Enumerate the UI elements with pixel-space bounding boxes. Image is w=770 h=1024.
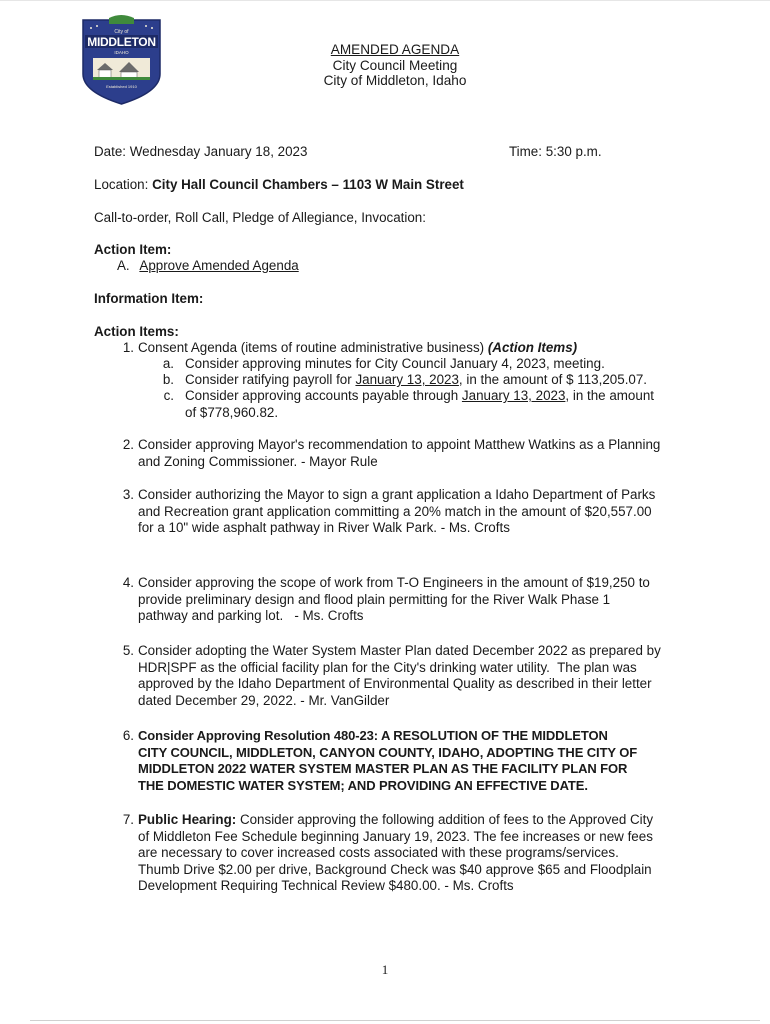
action-items-emphasis: (Action Items) [487,340,578,355]
page-edge [0,0,770,1]
meeting-date [94,144,307,161]
public-hearing-label: Public Hearing: [138,812,237,827]
meeting-location [94,177,464,194]
consent-item-a: a. Consider approving minutes for City Council January 4, 2023, meeting. [162,356,605,371]
meeting-type: City Council Meeting [332,57,458,73]
city-logo [79,14,164,106]
action-item-a [117,258,299,275]
page-number: 1 [381,962,389,977]
meeting-time [509,144,602,161]
time-value: 5:30 p.m. [545,144,602,159]
location-value: City Hall Council Chambers – 1103 W Main Street [152,177,464,192]
agenda-header [300,42,490,89]
page-bottom-edge [30,1020,760,1021]
action-item-text: Approve Amended Agenda [139,258,299,273]
action-item-letter: A. [117,258,130,273]
svg-text:IDAHO: IDAHO [114,50,129,55]
action-items-heading: Action Items: [94,324,179,339]
city-name: City of Middleton, Idaho [323,73,467,88]
time-label: Time: [509,144,542,159]
action-item-heading: Action Item: [94,242,172,257]
consent-item-b: b. Consider ratifying payroll for January 13, 2023, in the amount of $ 113,205.07. [162,372,648,387]
svg-text:MIDDLETON: MIDDLETON [87,35,156,49]
opening-line: Call-to-order, Roll Call, Pledge of Allegiance, Invocation: [94,210,426,225]
city-seal-icon [79,14,164,106]
item-text: Consent Agenda (items of routine administrative business) (Action Items) [138,340,578,355]
information-item-heading: Information Item: [94,291,204,306]
date-value: Wednesday January 18, 2023 [129,144,308,159]
svg-text:City of: City of [114,29,129,35]
svg-text:Established 1910: Established 1910 [106,84,137,89]
date-label: Date: [94,144,127,159]
consent-item-c: c. Consider approving accounts payable through January 13, 2023, in the amount of $778,960.82. [163,388,654,420]
agenda-item-1 [94,340,694,420]
agenda-title: AMENDED AGENDA [330,42,460,57]
resolution-480-23: Consider Approving Resolution 480-23: A RESOLUTION OF THE MIDDLETON [138,728,608,743]
item-number: 1. [122,340,134,355]
location-label: Location: [94,177,149,192]
